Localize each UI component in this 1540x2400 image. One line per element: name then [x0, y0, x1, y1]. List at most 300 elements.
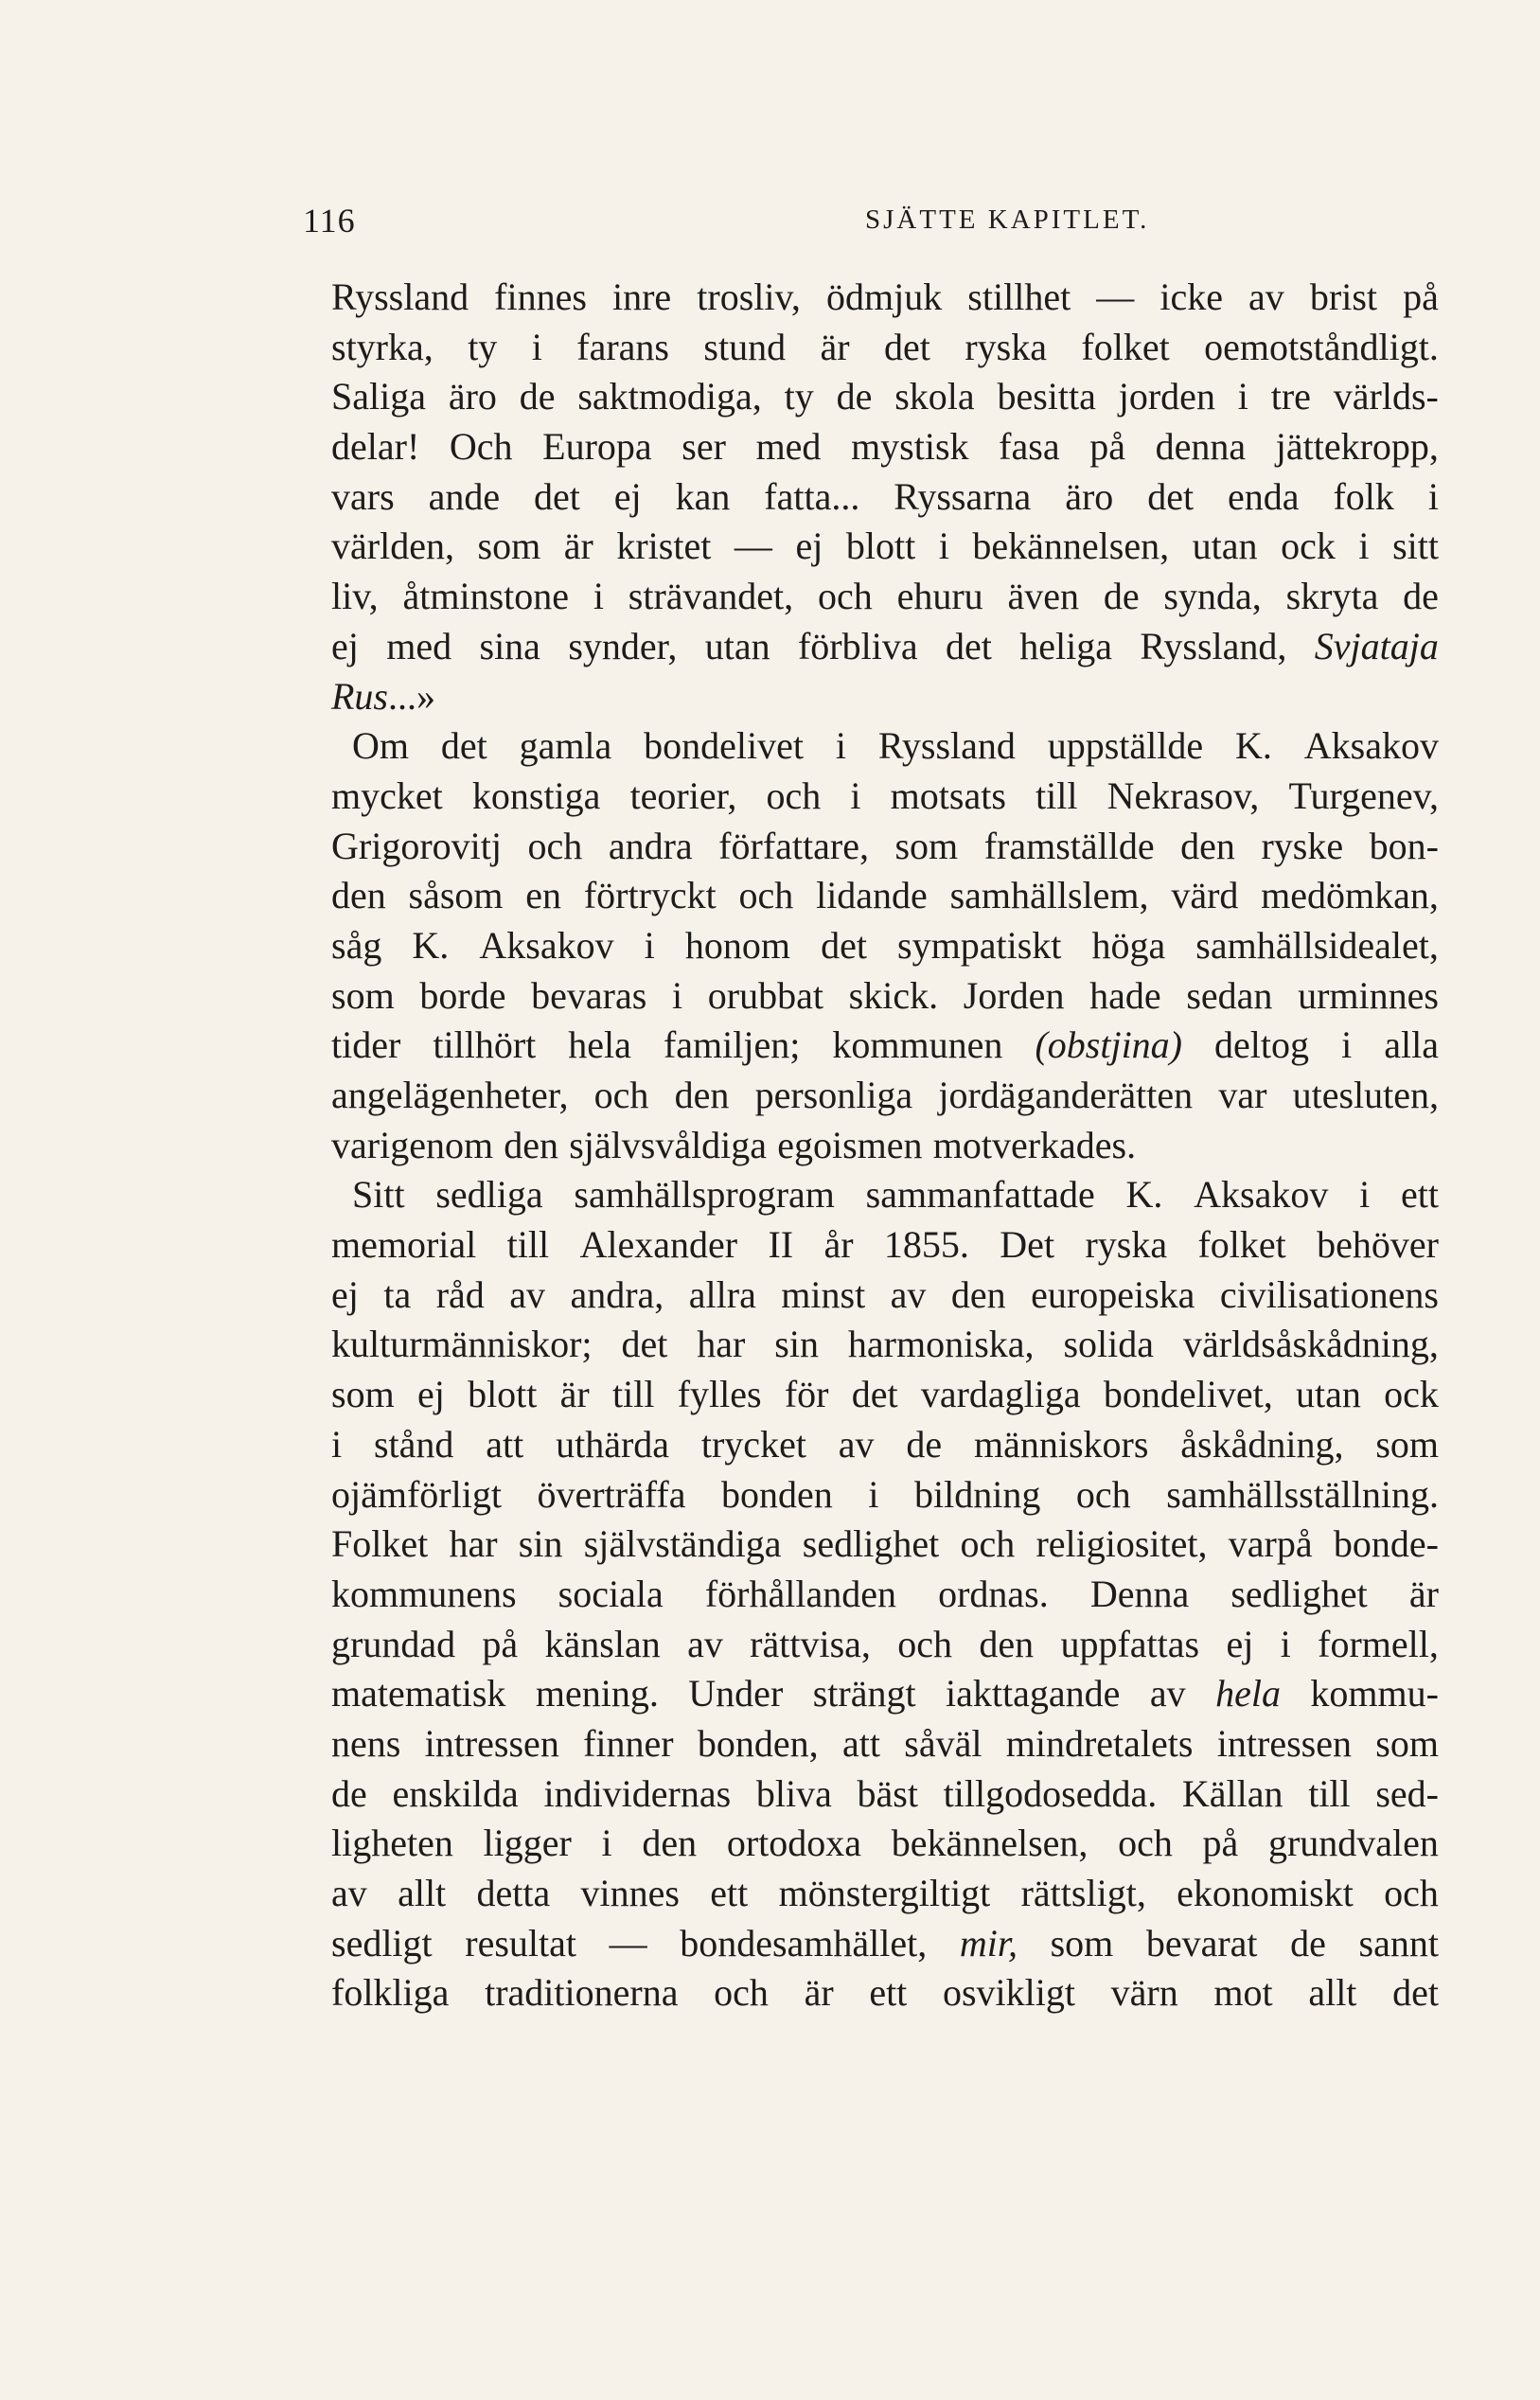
- word: samhällsställning.: [1166, 1472, 1439, 1516]
- text-line: [331, 1968, 1439, 2018]
- word: den: [979, 1622, 1035, 1665]
- word: har: [449, 1522, 498, 1566]
- word: till: [1308, 1771, 1351, 1815]
- word: utesluten,: [1292, 1074, 1439, 1116]
- word: den: [1180, 824, 1235, 867]
- running-head: SJÄTTE KAPITLET.: [865, 204, 1150, 235]
- word: ej: [1226, 1622, 1254, 1665]
- word: det: [621, 1323, 668, 1366]
- word: jordäganderätten: [938, 1074, 1194, 1116]
- word: farans: [576, 325, 669, 368]
- word: sedlighet: [1230, 1572, 1368, 1615]
- word: Grigorovitj: [331, 824, 502, 867]
- word: solida: [1063, 1323, 1155, 1366]
- word: förtryckt: [583, 874, 717, 917]
- word: trosliv,: [697, 276, 801, 318]
- word: formell,: [1318, 1622, 1439, 1665]
- text-line: [331, 1719, 1439, 1769]
- word: ty: [468, 325, 498, 368]
- word: folket: [1081, 325, 1170, 368]
- word: varpå: [1228, 1522, 1313, 1566]
- word: ock: [1384, 1373, 1439, 1416]
- word: harmoniska,: [847, 1323, 1035, 1366]
- word: i: [671, 973, 683, 1017]
- word: sammanfattade: [865, 1173, 1095, 1217]
- text-line: [331, 1570, 1439, 1620]
- word: tre: [1270, 375, 1311, 418]
- word: kulturmänniskor;: [331, 1323, 593, 1366]
- text-line: [331, 1470, 1439, 1520]
- word: Aksakov: [479, 923, 614, 967]
- text-line: [331, 1769, 1439, 1820]
- word: och: [1384, 1872, 1439, 1914]
- word: bondelivet,: [1103, 1373, 1273, 1416]
- word: angelägenheter,: [331, 1074, 569, 1116]
- text-line: [331, 1220, 1439, 1271]
- word: Turgenev,: [1288, 773, 1439, 817]
- word: synder,: [568, 624, 678, 667]
- word: fatta...: [764, 474, 860, 518]
- word: mot: [1213, 1971, 1273, 2015]
- word: Och: [449, 425, 513, 469]
- word: ryska: [965, 325, 1047, 368]
- text-line: [331, 323, 1439, 373]
- word: samhällsprogram: [574, 1173, 835, 1217]
- text-line: [331, 1071, 1439, 1121]
- word: bonden,: [697, 1721, 819, 1765]
- word: trycket: [700, 1422, 806, 1466]
- word: gamla: [519, 724, 612, 768]
- word: och: [527, 824, 583, 867]
- word: sedliga: [435, 1173, 543, 1217]
- word: även: [1007, 575, 1079, 618]
- word: resultat: [465, 1921, 576, 1964]
- word: mindretalets: [1005, 1721, 1194, 1765]
- word: familjen;: [663, 1023, 801, 1067]
- body-text: [331, 273, 1439, 2018]
- word: de: [519, 375, 556, 418]
- word: grundvalen: [1267, 1822, 1439, 1865]
- word: mystisk: [851, 425, 969, 469]
- word: de: [836, 375, 873, 418]
- word: borde: [419, 973, 506, 1017]
- word: i: [1341, 1023, 1353, 1067]
- word: i: [601, 1822, 612, 1865]
- word: samhällsidealet,: [1195, 923, 1439, 967]
- word: av: [890, 1272, 927, 1316]
- word: värd: [1171, 874, 1239, 917]
- word: Rus...»: [331, 674, 435, 718]
- word: och: [897, 1622, 953, 1665]
- word: ligheten: [331, 1822, 453, 1865]
- word: personliga: [754, 1074, 913, 1116]
- word: förhållanden: [704, 1572, 896, 1615]
- word: ett: [1401, 1173, 1439, 1217]
- word: Sitt: [352, 1173, 405, 1217]
- word: utan: [704, 624, 770, 667]
- word: känslan: [544, 1622, 661, 1665]
- text-line: [331, 1869, 1439, 1919]
- word: i: [1280, 1622, 1291, 1665]
- word: konstiga: [471, 773, 601, 817]
- word: den: [950, 1272, 1006, 1316]
- word: bonde-: [1333, 1522, 1439, 1566]
- word: att: [841, 1721, 880, 1765]
- word: deltog: [1214, 1023, 1310, 1067]
- word: skick.: [848, 973, 939, 1017]
- word: i: [835, 724, 846, 768]
- word: folk: [1333, 474, 1394, 518]
- word: individernas: [543, 1771, 732, 1815]
- word: det: [1147, 474, 1195, 518]
- word: det: [945, 624, 992, 667]
- word: åskådning,: [1180, 1422, 1344, 1466]
- word: i: [868, 1472, 879, 1516]
- word: teorier,: [629, 773, 737, 817]
- word: de: [906, 1422, 943, 1466]
- word: som: [477, 524, 541, 568]
- word: inre: [612, 276, 672, 318]
- text-line: [331, 1320, 1439, 1370]
- word: delar!: [331, 425, 420, 469]
- word: de: [1403, 575, 1439, 618]
- word: mening.: [535, 1672, 659, 1716]
- word: bevaras: [531, 973, 647, 1017]
- word: ryske: [1261, 824, 1344, 867]
- word: Källan: [1181, 1771, 1283, 1815]
- word: åtminstone: [402, 575, 569, 618]
- word: enda: [1228, 474, 1300, 518]
- word: sin: [774, 1323, 819, 1366]
- word: ett: [869, 1971, 908, 2015]
- word: uthärda: [556, 1422, 670, 1466]
- word: var: [1218, 1074, 1267, 1116]
- word: ty: [784, 375, 814, 418]
- word: sannt: [1358, 1921, 1439, 1964]
- word: stund: [703, 325, 787, 368]
- word: bekännelsen,: [972, 524, 1170, 568]
- word: detta: [476, 1872, 551, 1914]
- word: —: [609, 1921, 647, 1964]
- word: den: [642, 1822, 698, 1865]
- word: hela: [568, 1023, 631, 1067]
- word: uppställde: [1047, 724, 1204, 768]
- word: bondesamhället,: [680, 1921, 928, 1964]
- word: ödmjuk: [825, 276, 943, 318]
- word: jorden: [1118, 375, 1215, 418]
- word: på: [482, 1622, 519, 1665]
- word: strängt: [812, 1672, 916, 1716]
- word: egoismen: [777, 1123, 923, 1166]
- word: den: [331, 874, 386, 917]
- word: utan: [1296, 1373, 1361, 1416]
- word: 1855.: [883, 1223, 969, 1267]
- word: hade: [1089, 973, 1161, 1017]
- word: ojämförligt: [331, 1472, 502, 1516]
- word: av: [1149, 1672, 1186, 1716]
- word: i: [850, 773, 861, 817]
- word: intressen: [1216, 1721, 1352, 1765]
- word: vars: [331, 474, 395, 518]
- word: minst: [781, 1272, 866, 1316]
- word: ej: [331, 624, 359, 667]
- word: finner: [583, 1721, 674, 1765]
- word: Folket: [331, 1522, 429, 1566]
- word: bäst: [857, 1771, 918, 1815]
- word: motsats: [890, 773, 1006, 817]
- word: oemotståndligt.: [1204, 325, 1439, 368]
- text-line: [331, 672, 1439, 722]
- word: och: [1118, 1822, 1173, 1865]
- word: —: [1096, 276, 1135, 318]
- word: det: [851, 1373, 898, 1416]
- word: II: [768, 1223, 794, 1267]
- text-line: [331, 822, 1439, 872]
- word: samhällslem,: [949, 874, 1149, 917]
- word: religiositet,: [1036, 1522, 1208, 1566]
- word: förbliva: [797, 624, 918, 667]
- word: —: [734, 524, 772, 568]
- word: kan: [675, 474, 731, 518]
- word: andra: [608, 824, 693, 867]
- word: sedligt: [331, 1921, 433, 1964]
- word: som: [894, 824, 959, 867]
- word: av: [838, 1422, 875, 1466]
- word: hela: [1215, 1672, 1281, 1716]
- word: som: [331, 1373, 395, 1416]
- word: utan: [1192, 524, 1258, 568]
- text-line: [331, 871, 1439, 921]
- word: sedlighet: [802, 1522, 940, 1566]
- word: Svjataja: [1314, 624, 1439, 667]
- word: synda,: [1163, 575, 1262, 618]
- word: denna: [1155, 425, 1247, 469]
- word: grundad: [331, 1622, 456, 1665]
- word: ej: [795, 524, 823, 568]
- word: tider: [331, 1023, 401, 1067]
- word: alla: [1384, 1023, 1439, 1067]
- word: bekännelsen,: [891, 1822, 1089, 1865]
- word: vinnes: [580, 1872, 680, 1914]
- text-line: [331, 721, 1439, 772]
- word: och: [714, 1971, 769, 2015]
- word: ryska: [1085, 1223, 1168, 1267]
- word: sina: [479, 624, 540, 667]
- word: det: [534, 474, 580, 518]
- word: och: [1075, 1472, 1131, 1516]
- word: K.: [412, 923, 450, 967]
- word: kommunens: [331, 1572, 517, 1615]
- word: de: [331, 1771, 367, 1815]
- text-line: [331, 971, 1439, 1022]
- word: framställde: [983, 824, 1155, 867]
- word: tillgodosedda.: [943, 1771, 1158, 1815]
- text-line: [331, 1420, 1439, 1470]
- word: såväl: [904, 1721, 982, 1765]
- word: varigenom: [331, 1123, 494, 1166]
- word: och: [738, 874, 794, 917]
- text-line: [331, 422, 1439, 472]
- word: Om: [352, 724, 409, 768]
- word: och: [817, 575, 873, 618]
- word: Ryssland,: [1140, 624, 1287, 667]
- word: ock: [1281, 524, 1336, 568]
- word: folket: [1197, 1223, 1286, 1267]
- word: på: [1089, 425, 1125, 469]
- page-number: 116: [303, 202, 356, 240]
- word: Alexander: [579, 1223, 738, 1267]
- word: såg: [331, 923, 382, 967]
- word: K.: [1125, 1173, 1163, 1217]
- word: osvikligt: [942, 1971, 1075, 2015]
- text-line: [331, 522, 1439, 572]
- word: höga: [1091, 923, 1166, 967]
- word: det: [884, 325, 930, 368]
- word: brist: [1309, 276, 1378, 318]
- word: mycket: [331, 773, 443, 817]
- word: bevarat: [1145, 1921, 1258, 1964]
- text-line: [331, 772, 1439, 822]
- word: och: [593, 1074, 649, 1116]
- word: sed-: [1375, 1771, 1439, 1815]
- text-line: [331, 372, 1439, 422]
- text-line: [331, 1520, 1439, 1570]
- word: besitta: [997, 375, 1096, 418]
- word: styrka,: [331, 325, 434, 368]
- word: bon-: [1369, 824, 1439, 867]
- word: till: [611, 1373, 655, 1416]
- word: i: [593, 575, 604, 618]
- text-line: [331, 1370, 1439, 1420]
- word: är: [804, 1971, 834, 2015]
- word: äro: [448, 375, 497, 418]
- word: honom: [684, 923, 790, 967]
- word: till: [506, 1223, 550, 1267]
- word: behöver: [1317, 1223, 1439, 1267]
- word: människors: [974, 1422, 1149, 1466]
- word: liv,: [331, 575, 379, 618]
- text-line: [331, 572, 1439, 622]
- word: vardagliga: [920, 1373, 1081, 1416]
- word: strävandet,: [628, 575, 794, 618]
- word: Denna: [1089, 1572, 1190, 1615]
- word: Ryssland: [877, 724, 1016, 768]
- word: tillhört: [433, 1023, 537, 1067]
- word: Nekrasov,: [1106, 773, 1260, 817]
- word: mönstergiltigt: [778, 1872, 991, 1914]
- word: europeiska: [1031, 1272, 1195, 1316]
- word: sin: [518, 1522, 563, 1566]
- word: i: [331, 1422, 343, 1466]
- text-line: [331, 1021, 1439, 1071]
- word: världen,: [331, 524, 454, 568]
- text-line: [331, 273, 1439, 323]
- word: på: [1403, 276, 1439, 318]
- word: fylles: [677, 1373, 762, 1416]
- word: ehuru: [896, 575, 983, 618]
- word: det: [440, 724, 487, 768]
- word: är: [559, 1373, 590, 1416]
- word: ekonomiskt: [1177, 1872, 1354, 1914]
- word: allt: [398, 1872, 447, 1914]
- word: det: [1392, 1971, 1439, 2015]
- word: orubbat: [707, 973, 823, 1017]
- word: världsåskådning,: [1182, 1323, 1439, 1366]
- word: har: [697, 1323, 746, 1366]
- word: som: [1375, 1721, 1439, 1765]
- word: intressen: [424, 1721, 559, 1765]
- text-line: [331, 622, 1439, 672]
- word: andra,: [570, 1272, 664, 1316]
- text-line: [331, 1170, 1439, 1220]
- word: K.: [1235, 724, 1272, 768]
- word: i: [644, 923, 655, 967]
- word: värn: [1110, 1971, 1178, 2015]
- word: kristet: [616, 524, 712, 568]
- word: sitt: [1392, 524, 1439, 568]
- text-line: [331, 1919, 1439, 1969]
- word: ande: [428, 474, 501, 518]
- word: självsvåldiga: [569, 1123, 768, 1166]
- word: rättvisa,: [750, 1622, 871, 1665]
- word: av: [331, 1872, 367, 1914]
- word: år: [823, 1223, 854, 1267]
- word: ej: [416, 1373, 445, 1416]
- word: Under: [688, 1672, 784, 1716]
- word: med: [386, 624, 452, 667]
- word: enskilda: [392, 1771, 519, 1815]
- word: i: [938, 524, 949, 568]
- word: den: [674, 1074, 730, 1116]
- word: Aksakov: [1194, 1173, 1329, 1217]
- word: fasa: [999, 425, 1060, 469]
- word: till: [1036, 773, 1078, 817]
- word: memorial: [331, 1223, 477, 1267]
- word: bildning: [913, 1472, 1041, 1516]
- word: bondelivet: [644, 724, 804, 768]
- word: icke: [1159, 276, 1223, 318]
- text-line: [331, 1620, 1439, 1670]
- word: allra: [688, 1272, 756, 1316]
- word: i: [1237, 375, 1248, 418]
- word: traditionerna: [485, 1971, 679, 2015]
- word: i: [1359, 1173, 1371, 1217]
- word: i: [531, 325, 542, 368]
- word: kommunen: [832, 1023, 1003, 1067]
- word: en: [525, 874, 562, 917]
- word: nens: [331, 1721, 401, 1765]
- word: bliva: [755, 1771, 832, 1815]
- word: (obstjina): [1035, 1023, 1182, 1067]
- word: ortodoxa: [726, 1822, 861, 1865]
- word: Aksakov: [1303, 724, 1439, 768]
- word: och: [960, 1522, 1016, 1566]
- word: av: [1248, 276, 1284, 318]
- word: sedan: [1186, 973, 1273, 1017]
- text-line: [331, 1669, 1439, 1719]
- word: Europa: [542, 425, 652, 469]
- word: ej: [331, 1272, 359, 1316]
- word: ett: [710, 1872, 749, 1914]
- word: skryta: [1285, 575, 1379, 618]
- word: i: [1427, 474, 1439, 518]
- word: är: [563, 524, 593, 568]
- word: Jorden: [963, 973, 1065, 1017]
- word: finnes: [494, 276, 587, 318]
- word: Ryssland: [331, 276, 469, 318]
- page-header: [303, 201, 1439, 248]
- word: överträffa: [537, 1472, 686, 1516]
